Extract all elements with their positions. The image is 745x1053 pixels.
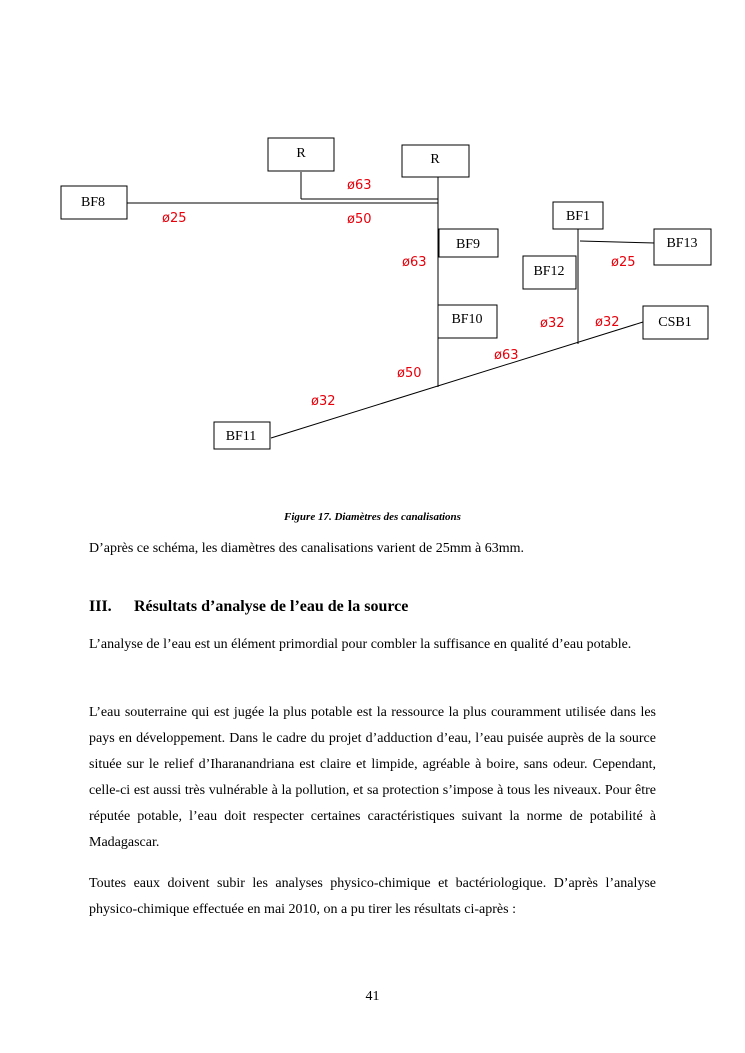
node-bf1-label: BF1 [565, 209, 591, 224]
node-r2 [402, 145, 469, 177]
figure-caption: Figure 17. Diamètres des canalisations [284, 511, 461, 523]
node-bf1 [553, 202, 603, 229]
node-bf12 [523, 256, 576, 289]
diameter-label: ø32 [595, 315, 620, 330]
node-bf8 [61, 186, 127, 219]
node-bf10-label: BF10 [451, 312, 483, 327]
diameter-label: ø63 [402, 255, 427, 270]
diameter-label: ø32 [311, 394, 336, 409]
node-bf11 [214, 422, 270, 449]
intro-paragraph: D’après ce schéma, les diamètres des canalisations varient de 25mm à 63mm. [89, 541, 525, 556]
diameter-label: ø32 [540, 316, 565, 331]
body-paragraph: L’analyse de l’eau est un élément primordial pour combler la suffisance en qualité d’eau potable. [89, 637, 632, 652]
section-number: III. [89, 598, 112, 615]
section-title: Résultats d’analyse de l’eau de la source [134, 598, 409, 615]
body-paragraph: Toutes eaux doivent subir les analyses physico-chimique et bactériologique. D’après l’analyse physico-chimique effectuée en mai 2010, on a pu tirer les résultats ci-après : [89, 876, 656, 917]
node-r1-label: R [296, 146, 306, 161]
node-csb1 [643, 306, 708, 339]
node-bf11-label: BF11 [225, 429, 257, 444]
node-bf9 [439, 229, 498, 257]
node-r1 [268, 138, 334, 171]
node-r2-label: R [430, 152, 440, 167]
diameter-label: ø50 [347, 212, 372, 227]
node-bf12-label: BF12 [533, 264, 565, 279]
pipe-network-diagram [0, 0, 745, 500]
section-heading [89, 598, 408, 616]
node-bf10 [438, 305, 497, 338]
pipe-bf13-branch [580, 241, 655, 243]
node-bf8-label: BF8 [80, 195, 106, 210]
diameter-label: ø50 [397, 366, 422, 381]
diameter-label: ø25 [611, 255, 636, 270]
diameter-label: ø25 [162, 211, 187, 226]
node-csb1-label: CSB1 [658, 315, 692, 330]
diameter-label: ø63 [494, 348, 519, 363]
pipe-main-diagonal [271, 322, 643, 438]
page-number: 41 [365, 989, 380, 1004]
diameter-label: ø63 [347, 178, 372, 193]
body-paragraph: L’eau souterraine qui est jugée la plus potable est la ressource la plus couramment utilisée dans les pays en développement. Dans le cadre du projet d’adduction d’eau, l’eau puisée auprès de la source située sur le relief d’Iharanandriana est claire et limpide, agréable à boire, sans odeur. Cependant, celle-ci est aussi très vulnérable à la pollution, et sa protection s’impose à tous les niveaux. Pour être réputée potable, l’eau doit respecter certaines caractéristiques suivant la norme de potabilité à Madagascar. [89, 705, 656, 850]
node-bf13 [654, 229, 711, 265]
node-bf13-label: BF13 [666, 236, 698, 251]
node-bf9-label: BF9 [455, 237, 481, 252]
